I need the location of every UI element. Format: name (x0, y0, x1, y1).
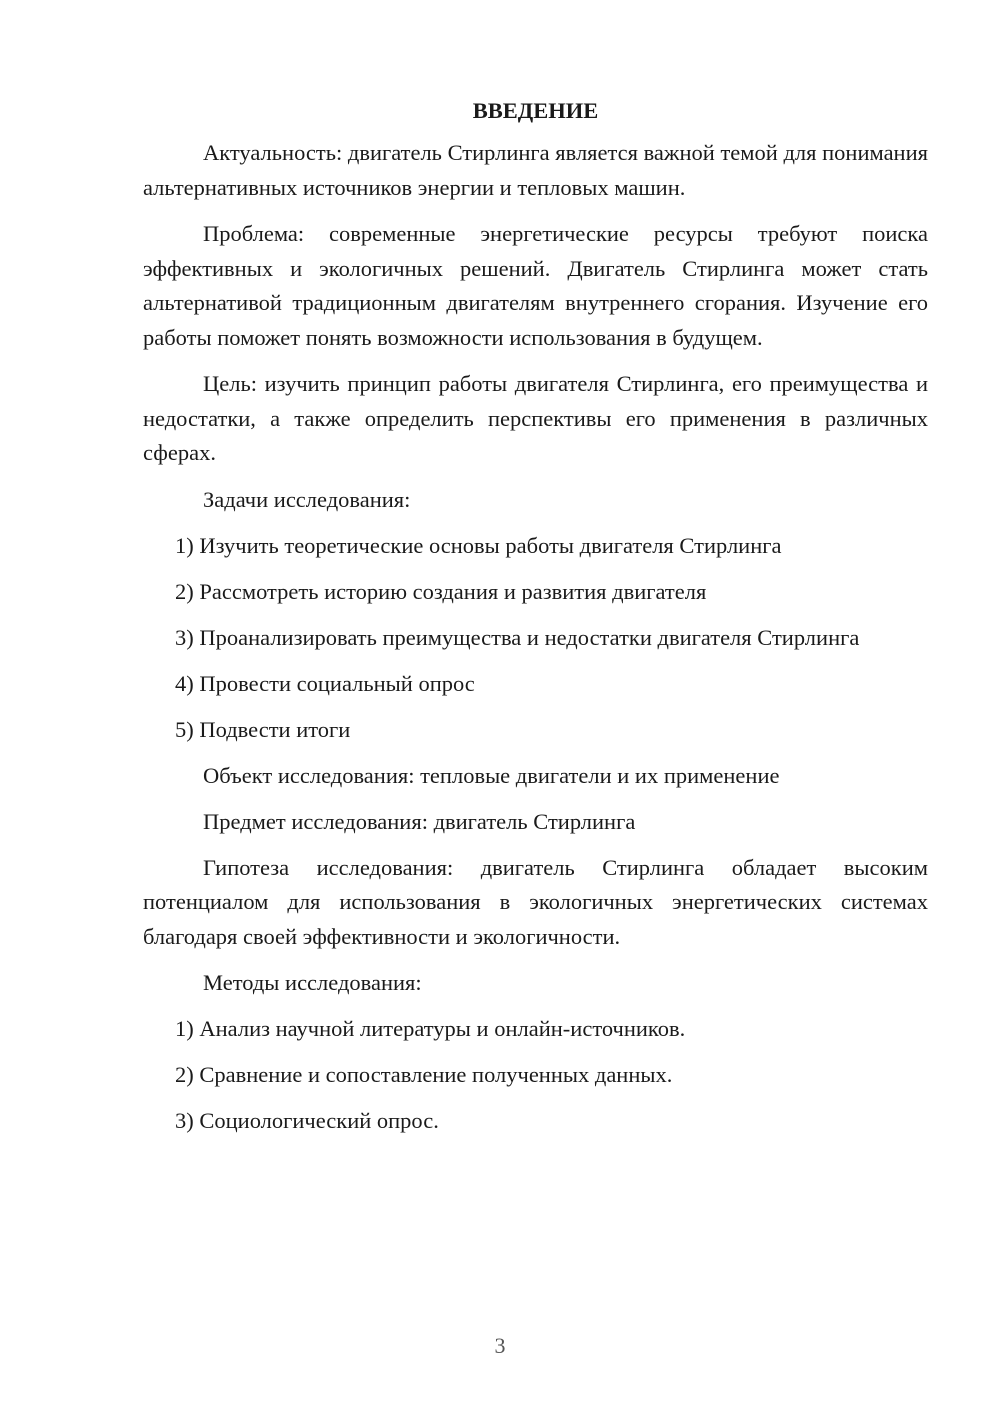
page-number: 3 (494, 1333, 506, 1358)
task-item: 1) Изучить теоретические основы работы двигателя Стирлинга (175, 532, 782, 558)
subject-line: Предмет исследования: двигатель Стирлинга (203, 808, 636, 834)
method-item: 2) Сравнение и сопоставление полученных данных. (175, 1062, 673, 1087)
problem-paragraph: Проблема: современные энергетические ресурсы требуют поиска эффективных и экологичных решений. Двигатель Стирлинга может стать альтернативой традиционным двигателям внутреннего сгорания. Изучение его работы поможет понять возможности использования в будущем. (143, 221, 928, 350)
goal-paragraph: Цель: изучить принцип работы двигателя Стирлинга, его преимущества и недостатки, а также определить перспективы его применения в различных сферах. (143, 371, 928, 465)
page-content (143, 96, 928, 1150)
task-item: 3) Проанализировать преимущества и недостатки двигателя Стирлинга (175, 624, 860, 650)
object-line: Объект исследования: тепловые двигатели и их применение (203, 762, 780, 788)
hypothesis-paragraph: Гипотеза исследования: двигатель Стирлинга обладает высоким потенциалом для использования в экологичных энергетических системах благодаря своей эффективности и экологичности. (143, 854, 928, 949)
method-item: 1) Анализ научной литературы и онлайн-источников. (175, 1016, 686, 1041)
task-item: 2) Рассмотреть историю создания и развития двигателя (175, 578, 707, 604)
tasks-heading: Задачи исследования: (203, 486, 411, 512)
methods-heading: Методы исследования: (203, 970, 422, 995)
method-item: 3) Социологический опрос. (175, 1108, 439, 1133)
task-item: 5) Подвести итоги (175, 716, 351, 742)
section-title: ВВЕДЕНИЕ (472, 98, 599, 123)
task-item: 4) Провести социальный опрос (175, 670, 475, 696)
relevance-paragraph: Актуальность: двигатель Стирлинга является важной темой для понимания альтернативных источников энергии и тепловых машин. (143, 140, 928, 200)
